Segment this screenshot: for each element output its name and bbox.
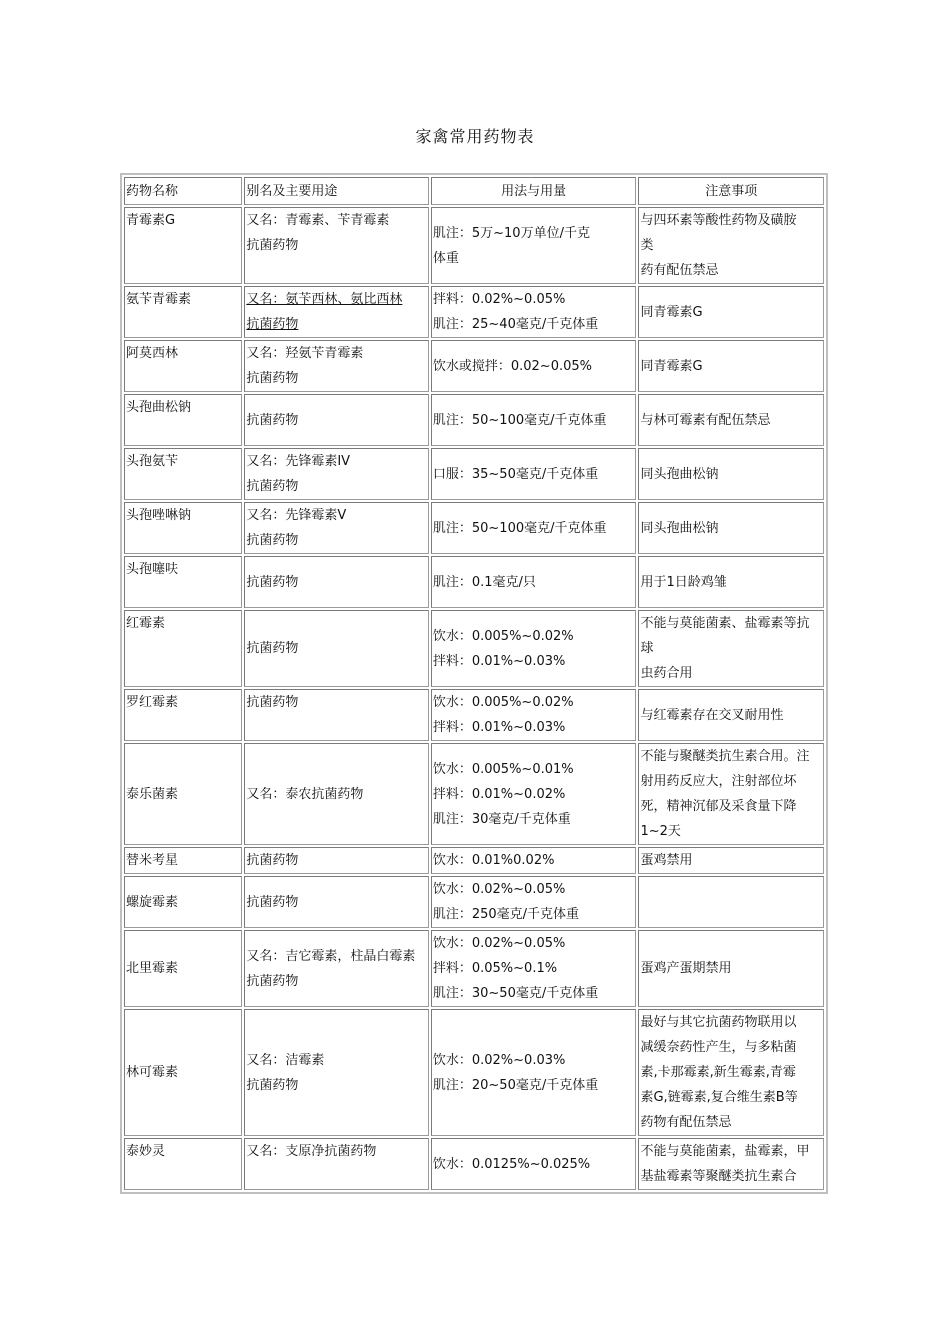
table-row	[124, 286, 824, 338]
alias-use-cell	[244, 207, 429, 284]
notes-cell-line: 素,卡那霉素,新生霉素,青霉	[640, 1065, 796, 1080]
usage-dosage-cell-line: 肌注：0.1毫克/只	[432, 574, 536, 590]
notes-cell	[638, 689, 824, 741]
drug-name-cell: 罗红霉素	[124, 689, 242, 741]
notes-cell-line: 球	[640, 641, 654, 656]
usage-dosage-cell-line: 饮水：0.01%0.02%	[432, 853, 555, 868]
usage-dosage-cell	[431, 610, 637, 687]
usage-dosage-cell	[431, 556, 637, 608]
usage-dosage-cell	[431, 394, 637, 446]
usage-dosage-cell	[431, 847, 637, 874]
usage-dosage-cell-line: 肌注：50~100毫克/千克体重	[432, 412, 607, 428]
alias-use-cell-line: 又名：洁霉素	[246, 1052, 325, 1068]
drug-name-cell: 泰妙灵	[124, 1138, 242, 1190]
usage-dosage-cell	[431, 502, 637, 554]
alias-use-cell-line: 抗菌药物	[246, 574, 299, 590]
usage-dosage-cell-line: 肌注：30~50毫克/千克体重	[432, 986, 599, 1001]
usage-dosage-cell-line: 饮水：0.005%~0.02%	[432, 628, 574, 644]
notes-cell-line: 与林可霉素有配伍禁忌	[640, 412, 771, 428]
alias-use-cell-line: 抗菌药物	[246, 973, 299, 989]
alias-use-cell-line: 又名：支原净抗菌药物	[246, 1144, 377, 1159]
alias-use-cell	[244, 743, 429, 845]
alias-use-cell-line: 抗菌药物	[246, 695, 299, 710]
usage-dosage-cell	[431, 340, 637, 392]
alias-use-cell-line: 抗菌药物	[246, 479, 299, 494]
notes-cell-line: 与四环素等酸性药物及磺胺	[640, 213, 797, 228]
table-row	[124, 1138, 824, 1190]
notes-cell	[638, 556, 824, 608]
notes-cell	[638, 286, 824, 338]
alias-use-cell-line: 又名：先锋霉素IV	[246, 454, 351, 469]
drug-name-cell: 氨苄青霉素	[124, 286, 242, 338]
usage-dosage-cell-line: 饮水：0.02%~0.05%	[432, 882, 566, 897]
usage-dosage-cell-line: 饮水：0.02%~0.05%	[432, 936, 566, 951]
alias-use-cell	[244, 502, 429, 554]
notes-cell	[638, 876, 824, 928]
alias-use-cell-line: 抗菌药物	[246, 317, 299, 332]
drug-table-frame	[120, 173, 828, 1194]
usage-dosage-cell	[431, 207, 637, 284]
notes-cell-line: 类	[640, 238, 654, 253]
alias-use-cell-line: 抗菌药物	[246, 412, 299, 428]
notes-cell-line: 死，精神沉郁及采食量下降	[640, 799, 797, 814]
drug-name-cell: 替米考星	[124, 847, 242, 874]
notes-cell-line: 1~2天	[640, 824, 681, 839]
usage-dosage-cell-line: 肌注：5万~10万单位/千克	[432, 225, 590, 241]
notes-cell	[638, 502, 824, 554]
notes-cell-line: 药物有配伍禁忌	[640, 1115, 732, 1130]
table-row	[124, 876, 824, 928]
notes-cell	[638, 610, 824, 687]
notes-cell-line: 药有配伍禁忌	[640, 263, 719, 278]
alias-use-cell	[244, 340, 429, 392]
notes-cell-line: 蛋鸡产蛋期禁用	[640, 961, 732, 976]
notes-cell-line: 减缓奈药性产生，与多粘菌	[640, 1040, 797, 1055]
drug-name-cell: 头孢氨苄	[124, 448, 242, 500]
drug-name-cell: 泰乐菌素	[124, 743, 242, 845]
notes-cell-line: 虫药合用	[640, 666, 693, 681]
alias-use-cell-line: 又名：先锋霉素V	[246, 508, 347, 523]
drug-name-cell: 螺旋霉素	[124, 876, 242, 928]
alias-use-cell	[244, 876, 429, 928]
usage-dosage-cell-line: 肌注：50~100毫克/千克体重	[432, 520, 607, 536]
drug-name-cell: 红霉素	[124, 610, 242, 687]
table-row	[124, 689, 824, 741]
usage-dosage-cell-line: 口服：35~50毫克/千克体重	[432, 466, 599, 482]
table-row	[124, 207, 824, 284]
notes-cell-line: 同头孢曲松钠	[640, 520, 719, 536]
table-row	[124, 394, 824, 446]
alias-use-cell	[244, 689, 429, 741]
usage-dosage-cell	[431, 1138, 637, 1190]
usage-dosage-cell	[431, 743, 637, 845]
usage-dosage-cell-line: 肌注：30毫克/千克体重	[432, 811, 571, 827]
header-row	[124, 177, 824, 205]
table-row	[124, 1009, 824, 1136]
usage-dosage-cell	[431, 930, 637, 1007]
usage-dosage-cell-line: 饮水：0.02%~0.03%	[432, 1052, 566, 1068]
header-usage-dosage: 用法与用量	[431, 177, 637, 205]
notes-cell-line: 射用药反应大，注射部位坏	[640, 774, 797, 789]
alias-use-cell	[244, 448, 429, 500]
notes-cell-line: 不能与莫能菌素、盐霉素等抗	[640, 616, 810, 631]
usage-dosage-cell-line: 拌料：0.01%~0.03%	[432, 653, 566, 669]
alias-use-cell	[244, 394, 429, 446]
drug-table	[122, 175, 826, 1192]
notes-cell-line: 同青霉素G	[640, 304, 703, 320]
usage-dosage-cell-line: 饮水：0.005%~0.01%	[432, 761, 574, 777]
document-title: 家禽常用药物表	[415, 127, 535, 146]
usage-dosage-cell-line: 拌料：0.05%~0.1%	[432, 961, 558, 976]
usage-dosage-cell	[431, 689, 637, 741]
drug-name-cell: 北里霉素	[124, 930, 242, 1007]
alias-use-cell-line: 又名：泰农抗菌药物	[246, 786, 364, 802]
header-drug-name: 药物名称	[124, 177, 242, 205]
usage-dosage-cell-line: 拌料：0.01%~0.03%	[432, 720, 566, 735]
table-row	[124, 448, 824, 500]
usage-dosage-cell-line: 饮水：0.0125%~0.025%	[432, 1156, 591, 1172]
usage-dosage-cell	[431, 1009, 637, 1136]
notes-cell-line: 同头孢曲松钠	[640, 466, 719, 482]
usage-dosage-cell-line: 肌注：25~40毫克/千克体重	[432, 317, 599, 332]
alias-use-cell-line: 抗菌药物	[246, 894, 299, 910]
usage-dosage-cell-line: 拌料：0.02%~0.05%	[432, 292, 566, 307]
table-row	[124, 930, 824, 1007]
table-row	[124, 743, 824, 845]
alias-use-cell-line: 抗菌药物	[246, 238, 299, 253]
usage-dosage-cell	[431, 286, 637, 338]
usage-dosage-cell-line: 肌注：20~50毫克/千克体重	[432, 1077, 599, 1093]
notes-cell	[638, 340, 824, 392]
alias-use-cell-line: 又名：羟氨苄青霉素	[246, 346, 364, 361]
alias-use-cell	[244, 610, 429, 687]
table-row	[124, 556, 824, 608]
notes-cell	[638, 1138, 824, 1190]
alias-use-cell-line: 抗菌药物	[246, 641, 299, 656]
notes-cell-line: 蛋鸡禁用	[640, 853, 693, 868]
notes-cell-line: 素G,链霉素,复合维生素B等	[640, 1090, 798, 1105]
drug-name-cell: 阿莫西林	[124, 340, 242, 392]
alias-use-cell-line: 抗菌药物	[246, 1077, 299, 1093]
notes-cell-line: 基盐霉素等聚醚类抗生素合	[640, 1169, 797, 1184]
alias-use-cell	[244, 1009, 429, 1136]
drug-name-cell: 林可霉素	[124, 1009, 242, 1136]
alias-use-cell-line: 抗菌药物	[246, 371, 299, 386]
notes-cell	[638, 394, 824, 446]
alias-use-cell-line: 抗菌药物	[246, 533, 299, 548]
table-row	[124, 502, 824, 554]
table-row	[124, 340, 824, 392]
notes-cell-line: 同青霉素G	[640, 358, 703, 374]
notes-cell-line: 与红霉素存在交叉耐用性	[640, 707, 784, 723]
notes-cell	[638, 448, 824, 500]
notes-cell	[638, 1009, 824, 1136]
alias-use-cell-line: 又名：吉它霉素，柱晶白霉素	[246, 948, 416, 964]
notes-cell	[638, 847, 824, 874]
drug-name-cell: 头孢唑啉钠	[124, 502, 242, 554]
notes-cell	[638, 930, 824, 1007]
notes-cell-line: 用于1日龄鸡雏	[640, 574, 727, 590]
table-row	[124, 847, 824, 874]
usage-dosage-cell-line: 拌料：0.01%~0.02%	[432, 786, 566, 802]
table-row	[124, 610, 824, 687]
alias-use-cell-line: 抗菌药物	[246, 853, 299, 868]
alias-use-cell-line: 又名：氨苄西林、氨比西林	[246, 292, 403, 307]
notes-cell	[638, 743, 824, 845]
usage-dosage-cell-line: 体重	[432, 250, 459, 266]
notes-cell	[638, 207, 824, 284]
alias-use-cell-line: 又名：青霉素、苄青霉素	[246, 213, 390, 228]
usage-dosage-cell-line: 饮水或搅拌：0.02~0.05%	[432, 358, 592, 374]
notes-cell-line: 不能与聚醚类抗生素合用。注	[640, 749, 810, 764]
alias-use-cell	[244, 286, 429, 338]
usage-dosage-cell-line: 肌注：250毫克/千克体重	[432, 907, 580, 922]
drug-name-cell: 头孢曲松钠	[124, 394, 242, 446]
usage-dosage-cell	[431, 448, 637, 500]
notes-cell-line: 最好与其它抗菌药物联用以	[640, 1015, 797, 1030]
usage-dosage-cell	[431, 876, 637, 928]
alias-use-cell	[244, 1138, 429, 1190]
usage-dosage-cell-line: 饮水：0.005%~0.02%	[432, 695, 574, 710]
alias-use-cell	[244, 930, 429, 1007]
alias-use-cell	[244, 556, 429, 608]
header-notes: 注意事项	[638, 177, 824, 205]
notes-cell-line: 不能与莫能菌素，盐霉素，甲	[640, 1144, 810, 1159]
alias-use-cell	[244, 847, 429, 874]
drug-name-cell: 头孢噻呋	[124, 556, 242, 608]
header-alias-use: 别名及主要用途	[244, 177, 429, 205]
drug-name-cell: 青霉素G	[124, 207, 242, 284]
